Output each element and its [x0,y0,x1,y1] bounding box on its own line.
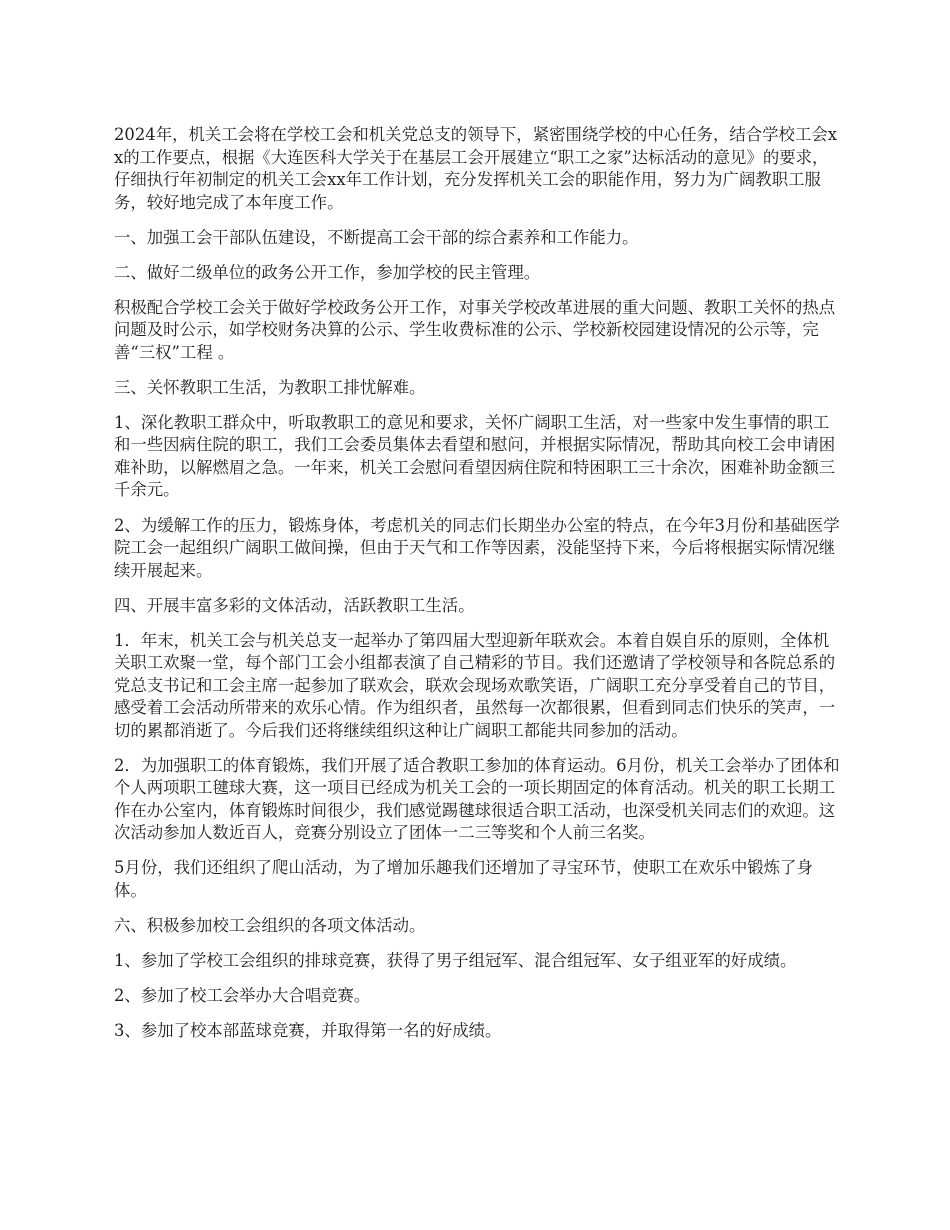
body-paragraph: 5月份，我们还组织了爬山活动，为了增加乐趣我们还增加了寻宝环节，使职工在欢乐中锻炼了身体。 [114,858,813,900]
body-paragraph: 1、深化教职工群众中，听取教职工的意见和要求，关怀广阔职工生活，对一些家中发生事情的职工和一些因病住院的职工，我们工会委员集体去看望和慰问，并根据实际情况，帮助其向校工会申请困难补助，以解燃眉之急。一年来，机关工会慰问看望因病住院和特困职工三十余次，困难补助金额三千余元。 [114,412,836,500]
section-heading-4: 四、开展丰富多彩的文体活动，活跃教职工生活。 [114,595,475,615]
section-heading-1: 一、加强工会干部队伍建设，不断提高工会干部的综合素养和工作能力。 [114,227,639,247]
intro-paragraph: 2024年，机关工会将在学校工会和机关党总支的领导下，紧密围绕学校的中心任务，结合学校工会xx的工作要点，根据《大连医科大学关于在基层工会开展建立“职工之家”达标活动的意见》的要求，仔细执行年初制定的机关工会xx年工作计划，充分发挥机关工会的职能作用，努力为广阔教职工服务，较好地完成了本年度工作。 [114,125,837,212]
body-paragraph: 1．年末，机关工会与机关总支一起举办了第四届大型迎新年联欢会。本着自娱自乐的原则，全体机关职工欢聚一堂，每个部门工会小组都表演了自己精彩的节目。我们还邀请了学校领导和各院总系的党总支书记和工会主席一起参加了联欢会，联欢会现场欢歌笑语，广阔职工充分享受着自己的节目，感受着工会活动所带来的欢乐心情。作为组织者，虽然每一次都很累，但看到同志们快乐的笑声，一切的累都消逝了。今后我们还将继续组织这种让广阔职工都能共同参加的活动。 [114,630,836,740]
body-paragraph: 2．为加强职工的体育锻炼，我们开展了适合教职工参加的体育运动。6月份，机关工会举办了团体和个人两项职工毽球大赛，这一项目已经成为机关工会的一项长期固定的体育活动。机关的职工长期工作在办公室内，体育锻炼时间很少，我们感觉踢毽球很适合职工活动，也深受机关同志们的欢迎。这次活动参加人数近百人，竞赛分别设立了团体一二三等奖和个人前三名奖。 [114,755,840,843]
section-heading-6: 六、积极参加校工会组织的各项文体活动。 [114,916,426,936]
body-paragraph: 3、参加了校本部蓝球竞赛，并取得第一名的好成绩。 [114,1021,502,1041]
section-heading-2: 二、做好二级单位的政务公开工作，参加学校的民主管理。 [114,262,541,282]
document-body [114,124,844,1055]
section-heading-3: 三、关怀教职工生活，为教职工排忧解难。 [114,377,426,397]
body-paragraph: 积极配合学校工会关于做好学校政务公开工作，对事关学校改革进展的重大问题、教职工关怀的热点问题及时公示，如学校财务决算的公示、学生收费标准的公示、学校新校园建设情况的公示等，完善“三权”工程 。 [114,297,836,362]
body-paragraph: 2、为缓解工作的压力，锻炼身体，考虑机关的同志们长期坐办公室的特点，在今年3月份和基础医学院工会一起组织广阔职工做间操，但由于天气和工作等因素，没能坚持下来，今后将根据实际情况继续开展起来。 [114,515,840,580]
body-paragraph: 1、参加了学校工会组织的排球竞赛，获得了男子组冠军、混合组冠军、女子组亚军的好成绩。 [114,951,797,971]
body-paragraph: 2、参加了校工会举办大合唱竞赛。 [114,986,371,1006]
